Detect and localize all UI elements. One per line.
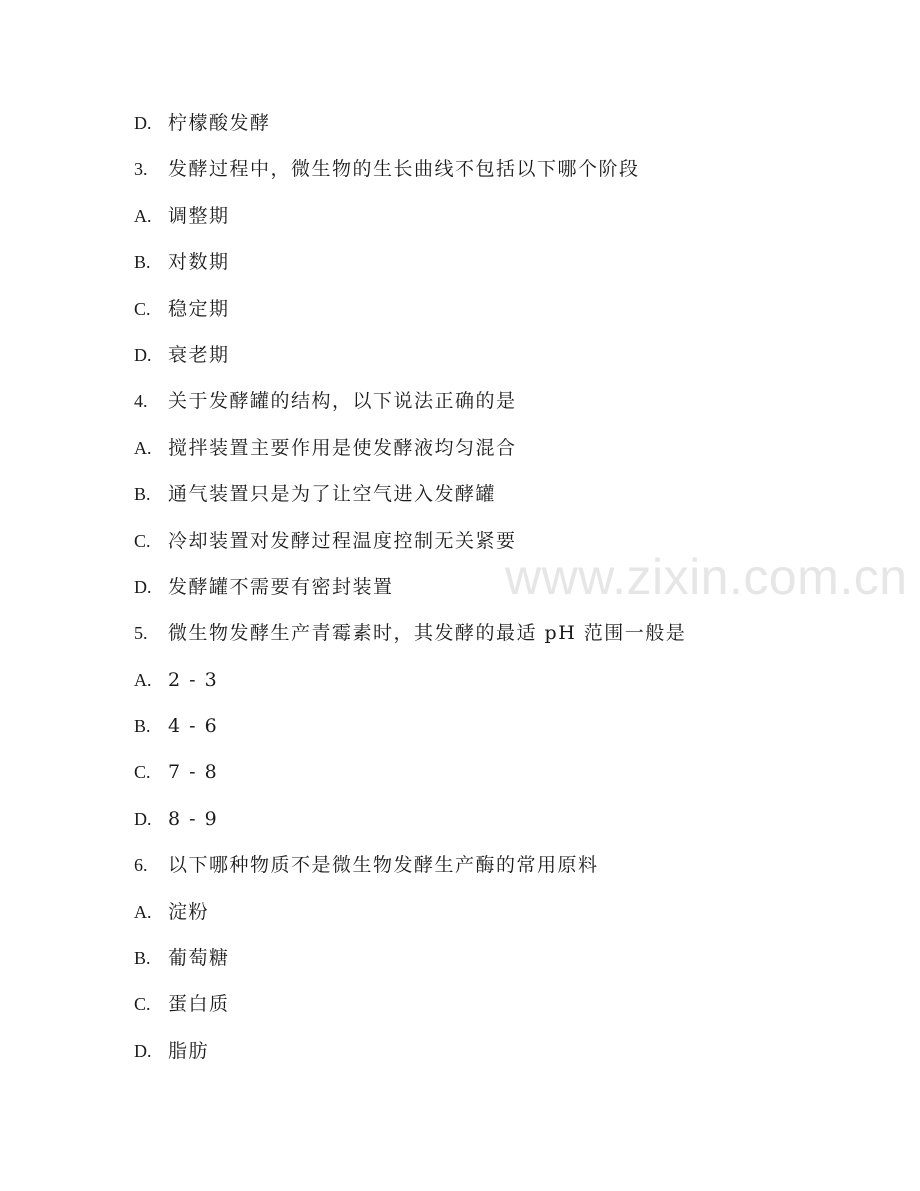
question-line	[134, 850, 854, 896]
option-line	[134, 433, 854, 479]
question-list	[134, 108, 854, 1082]
option-text: 对数期	[168, 251, 230, 274]
option-line	[134, 479, 854, 525]
question-number: 3.	[134, 159, 148, 180]
option-text: 葡萄糖	[168, 947, 230, 970]
option-label: B.	[134, 948, 151, 969]
option-text: 发酵罐不需要有密封装置	[168, 575, 394, 598]
option-text: 稳定期	[168, 297, 230, 320]
question-number: 6.	[134, 855, 148, 876]
option-line	[134, 294, 854, 340]
question-line	[134, 154, 854, 200]
option-text: 柠檬酸发酵	[168, 112, 271, 134]
option-line	[134, 757, 854, 803]
option-text: 7 - 8	[168, 761, 219, 784]
option-text: 衰老期	[168, 343, 230, 366]
option-label: A.	[134, 205, 152, 226]
option-line	[134, 1036, 854, 1082]
option-label: A.	[134, 437, 152, 458]
option-text: 调整期	[168, 204, 230, 227]
option-label: B.	[134, 716, 151, 737]
option-text: 搅拌装置主要作用是使发酵液均匀混合	[168, 436, 517, 459]
option-label: D.	[134, 576, 152, 597]
option-line	[134, 897, 854, 943]
option-text: 通气装置只是为了让空气进入发酵罐	[168, 483, 497, 506]
option-label: A.	[134, 901, 152, 922]
option-label: D.	[134, 113, 152, 133]
option-line	[134, 943, 854, 989]
question-line	[134, 618, 854, 664]
question-text: 关于发酵罐的结构，以下说法正确的是	[168, 390, 517, 413]
question-text: 以下哪种物质不是微生物发酵生产酶的常用原料	[168, 854, 599, 877]
option-text: 冷却装置对发酵过程温度控制无关紧要	[168, 529, 517, 552]
option-line	[134, 804, 854, 850]
option-text: 4 - 6	[168, 715, 219, 738]
question-number: 4.	[134, 391, 148, 412]
option-text: 蛋白质	[168, 993, 230, 1016]
question-line	[134, 386, 854, 432]
option-label: A.	[134, 669, 152, 690]
question-text: 发酵过程中，微生物的生长曲线不包括以下哪个阶段	[168, 158, 640, 181]
option-line	[134, 340, 854, 386]
option-line	[134, 247, 854, 293]
option-line	[134, 989, 854, 1035]
option-label: C.	[134, 530, 151, 551]
option-line	[134, 201, 854, 247]
option-label: C.	[134, 762, 151, 783]
option-line	[134, 665, 854, 711]
option-line	[134, 526, 854, 572]
option-label: D.	[134, 1040, 152, 1061]
question-number: 5.	[134, 623, 148, 644]
option-label: C.	[134, 298, 151, 319]
option-label: D.	[134, 344, 152, 365]
question-text: 微生物发酵生产青霉素时，其发酵的最适 pH 范围一般是	[168, 622, 687, 645]
option-line	[134, 108, 854, 154]
watermark: www.zixin.com.cn	[505, 549, 908, 605]
option-label: B.	[134, 484, 151, 505]
option-label: C.	[134, 994, 151, 1015]
option-line	[134, 572, 854, 618]
option-text: 2 - 3	[168, 668, 219, 691]
option-line	[134, 711, 854, 757]
option-text: 淀粉	[168, 900, 210, 923]
option-text: 脂肪	[168, 1039, 210, 1062]
option-label: D.	[134, 808, 152, 829]
option-label: B.	[134, 252, 151, 273]
option-text: 8 - 9	[168, 807, 219, 830]
